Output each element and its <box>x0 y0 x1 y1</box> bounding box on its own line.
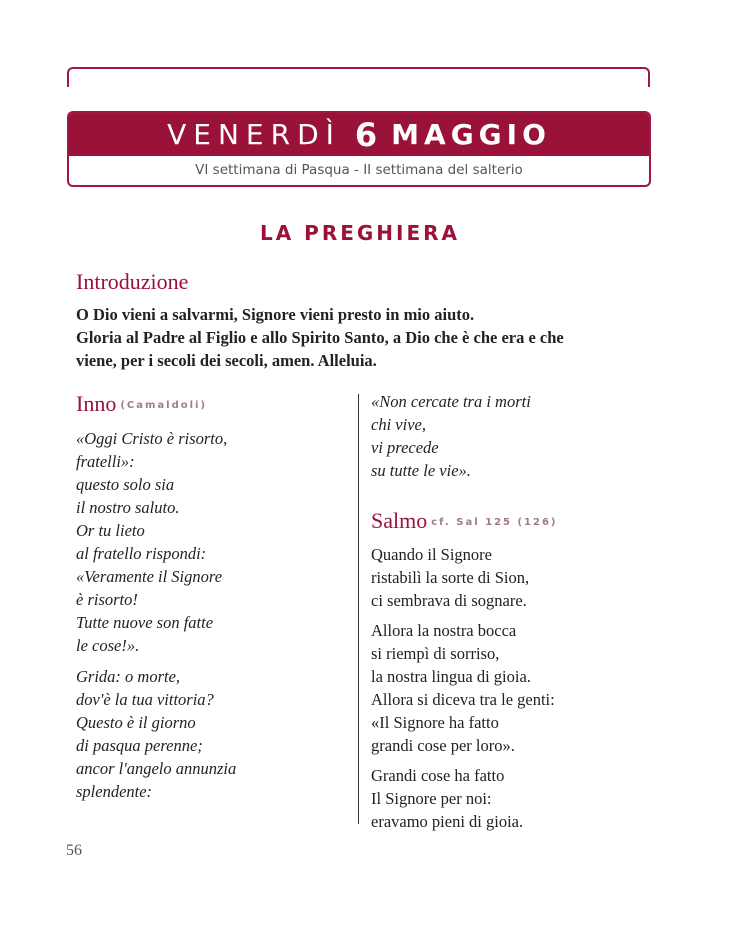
salmo-stanza-2 <box>371 619 661 757</box>
verse-line: Tutte nuove son fatte <box>76 613 214 632</box>
introduzione-line: Gloria al Padre al Figlio e allo Spirito Santo, a Dio che è che era e che <box>76 328 564 347</box>
inno-title: Inno <box>76 391 117 416</box>
inno-stanza-2 <box>76 665 346 803</box>
salmo-heading <box>371 508 661 534</box>
page-number: 56 <box>66 842 82 859</box>
verse-line: Quando il Signore <box>371 545 492 564</box>
inno-stanza-3 <box>371 390 661 482</box>
day-name: VENERDÌ <box>167 118 341 151</box>
verse-line: Il Signore per noi: <box>371 789 492 808</box>
verse-line: «Veramente il Signore <box>76 567 223 586</box>
verse-line: al fratello rispondi: <box>76 544 207 563</box>
verse-line: le cose!». <box>76 636 140 655</box>
verse-line: ci sembrava di sognare. <box>371 591 527 610</box>
introduzione-text <box>76 303 656 372</box>
salmo-title: Salmo <box>371 508 428 533</box>
verse-line: Grandi cose ha fatto <box>371 766 505 785</box>
inno-stanza-1 <box>76 427 346 657</box>
inno-source: (Camaldoli) <box>120 400 208 411</box>
verse-line: «Non cercate tra i morti <box>371 392 531 411</box>
inno-column <box>76 391 346 803</box>
verse-line: eravamo pieni di gioia. <box>371 812 524 831</box>
verse-line: questo solo sia <box>76 475 175 494</box>
verse-line: Questo è il giorno <box>76 713 196 732</box>
introduzione-line: O Dio vieni a salvarmi, Signore vieni presto in mio aiuto. <box>76 305 475 324</box>
verse-line: dov'è la tua vittoria? <box>76 690 214 709</box>
verse-line: grandi cose per loro». <box>371 736 515 755</box>
inno-heading <box>76 391 346 417</box>
top-frame-border <box>67 67 650 87</box>
introduzione-section <box>76 269 656 372</box>
verse-line: Allora la nostra bocca <box>371 621 517 640</box>
section-title: LA PREGHIERA <box>259 221 461 245</box>
month-name: MAGGIO <box>391 118 551 151</box>
verse-line: è risorto! <box>76 590 138 609</box>
verse-line: ancor l'angelo annunzia <box>76 759 237 778</box>
verse-line: fratelli»: <box>76 452 135 471</box>
salmo-stanza-1 <box>371 543 661 612</box>
column-divider <box>358 394 359 824</box>
verse-line: ristabilì la sorte di Sion, <box>371 568 530 587</box>
date-header <box>67 111 651 187</box>
salmo-reference: cf. Sal 125 (126) <box>431 517 558 528</box>
introduzione-heading: Introduzione <box>76 269 189 294</box>
verse-line: «Oggi Cristo è risorto, <box>76 429 228 448</box>
verse-line: di pasqua perenne; <box>76 736 203 755</box>
verse-line: il nostro saluto. <box>76 498 180 517</box>
liturgical-week-subtitle: VI settimana di Pasqua - II settimana del salterio <box>195 162 523 178</box>
verse-line: Or tu lieto <box>76 521 145 540</box>
verse-line: su tutte le vie». <box>371 461 471 480</box>
date-band <box>69 113 649 156</box>
verse-line: Grida: o morte, <box>76 667 181 686</box>
verse-line: splendente: <box>76 782 153 801</box>
day-number: 6 <box>354 115 378 154</box>
verse-line: «Il Signore ha fatto <box>371 713 499 732</box>
verse-line: chi vive, <box>371 415 426 434</box>
right-column <box>371 390 661 833</box>
verse-line: si riempì di sorriso, <box>371 644 500 663</box>
verse-line: vi precede <box>371 438 439 457</box>
verse-line: Allora si diceva tra le genti: <box>371 690 555 709</box>
verse-line: la nostra lingua di gioia. <box>371 667 531 686</box>
salmo-stanza-3 <box>371 764 661 833</box>
introduzione-line: viene, per i secoli dei secoli, amen. Alleluia. <box>76 351 377 370</box>
